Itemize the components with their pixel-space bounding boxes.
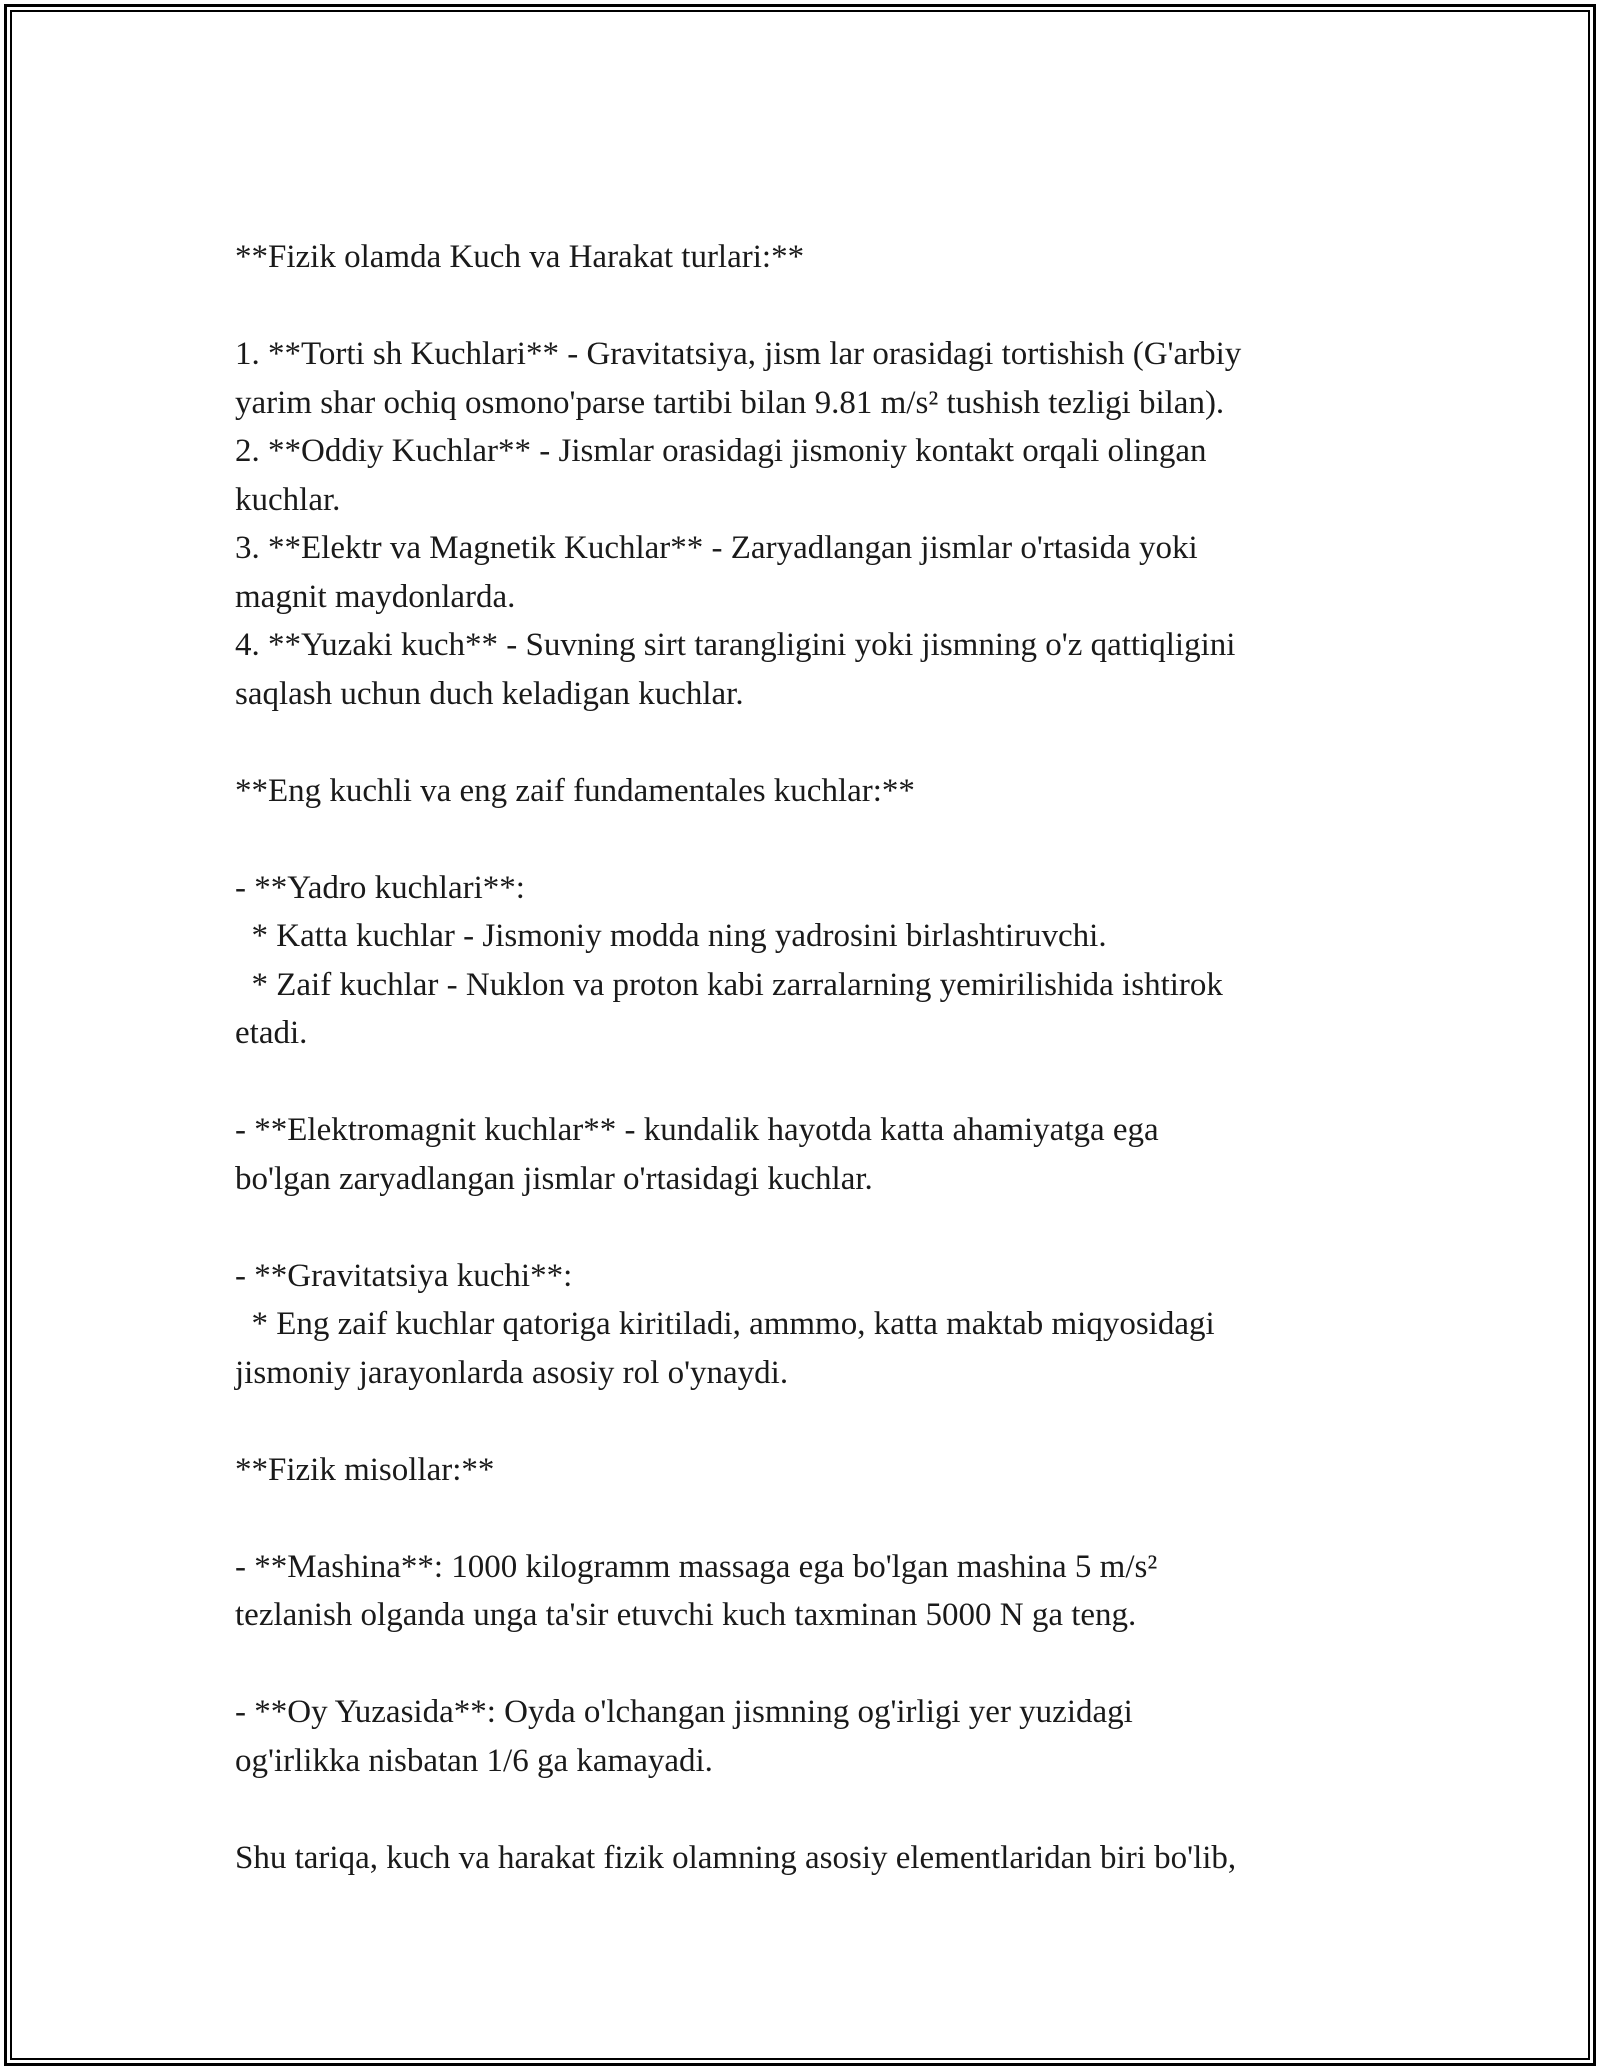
text-line: Shu tariqa, kuch va harakat fizik olamning asosiy elementlaridan biri bo'lib, (235, 1839, 1237, 1876)
text-line: jismoniy jarayonlarda asosiy rol o'ynaydi. (235, 1354, 789, 1391)
text-line: 2. **Oddiy Kuchlar** - Jismlar orasidagi jismoniy kontakt orqali olingan (235, 433, 1207, 469)
text-line: **Fizik olamda Kuch va Harakat turlari:** (235, 239, 805, 275)
text-line (235, 815, 1375, 864)
text-line: * Eng zaif kuchlar qatoriga kiritiladi, ammmo, katta maktab miqyosidagi (235, 1306, 1215, 1342)
text-line: 1. **Torti sh Kuchlari** - Gravitatsiya, jism lar orasidagi tortishish (G'arbiy (235, 336, 1242, 372)
text-line: - **Elektromagnit kuchlar** - kundalik hayotda katta ahamiyatga ega (235, 1112, 1159, 1148)
text-line: bo'lgan zaryadlangan jismlar o'rtasidagi kuchlar. (235, 1160, 873, 1197)
text-line: tezlanish olganda unga ta'sir etuvchi kuch taxminan 5000 N ga teng. (235, 1597, 1137, 1633)
text-line: og'irlikka nisbatan 1/6 ga kamayadi. (235, 1742, 713, 1779)
text-line: **Fizik misollar:** (235, 1451, 495, 1488)
text-line: - **Gravitatsiya kuchi**: (235, 1257, 573, 1294)
text-line: * Zaif kuchlar - Nuklon va proton kabi zarralarning yemirilishida ishtirok (235, 966, 1223, 1003)
text-line (235, 1494, 1375, 1543)
text-line: * Katta kuchlar - Jismoniy modda ning yadrosini birlashtiruvchi. (235, 918, 1107, 954)
text-line: - **Oy Yuzasida**: Oyda o'lchangan jismning og'irligi yer yuzidagi (235, 1694, 1133, 1730)
text-line: 4. **Yuzaki kuch** - Suvning sirt tarangligini yoki jismning o'z qattiqligini (235, 627, 1236, 663)
text-line: **Eng kuchli va eng zaif fundamentales kuchlar:** (235, 772, 915, 809)
text-line: 3. **Elektr va Magnetik Kuchlar** - Zaryadlangan jismlar o'rtasida yoki (235, 530, 1198, 566)
text-line: yarim shar ochiq osmono'parse tartibi bilan 9.81 m/s² tushish tezligi bilan). (235, 384, 1225, 421)
text-line: - **Yadro kuchlari**: (235, 869, 525, 906)
text-line (235, 282, 1375, 331)
document-body (235, 233, 1375, 1882)
text-line (235, 1058, 1375, 1107)
text-line: etadi. (235, 1015, 308, 1051)
text-line (235, 718, 1375, 767)
text-line (235, 1640, 1375, 1689)
text-line: - **Mashina**: 1000 kilogramm massaga ega bo'lgan mashina 5 m/s² (235, 1548, 1158, 1585)
text-line: saqlash uchun duch keladigan kuchlar. (235, 675, 744, 712)
text-line: magnit maydonlarda. (235, 578, 516, 615)
text-line (235, 1397, 1375, 1446)
text-line: kuchlar. (235, 481, 341, 518)
text-line (235, 1785, 1375, 1834)
text-line (235, 1203, 1375, 1252)
